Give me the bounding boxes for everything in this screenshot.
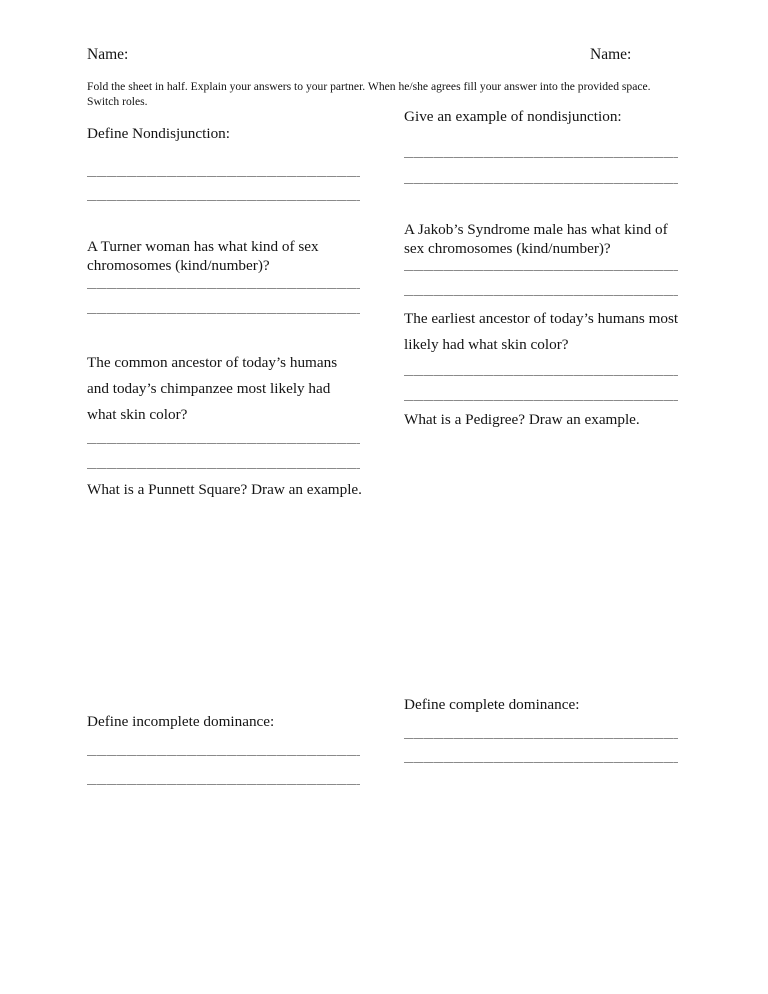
question-punnett-square: What is a Punnett Square? Draw an example. bbox=[87, 481, 362, 498]
question-jakobs-syndrome-chromosomes: A Jakob’s Syndrome male has what kind of sex chromosomes (kind/number)? bbox=[404, 221, 672, 257]
drawing-area-punnett-square[interactable] bbox=[87, 505, 377, 705]
answer-line[interactable] bbox=[404, 762, 678, 763]
question-example-nondisjunction: Give an example of nondisjunction: bbox=[404, 108, 622, 125]
answer-line[interactable] bbox=[87, 200, 360, 201]
drawing-area-pedigree[interactable] bbox=[404, 436, 694, 686]
instructions-paragraph: Fold the sheet in half. Explain your answers to your partner. When he/she agrees fill your answer into the provided space. Switch roles. bbox=[87, 80, 654, 109]
answer-line[interactable] bbox=[87, 313, 360, 314]
answer-line[interactable] bbox=[404, 157, 678, 158]
answer-line[interactable] bbox=[87, 443, 360, 444]
question-define-incomplete-dominance: Define incomplete dominance: bbox=[87, 713, 275, 730]
answer-line[interactable] bbox=[404, 738, 678, 739]
answer-line[interactable] bbox=[87, 288, 360, 289]
name-field-right[interactable]: Name: bbox=[590, 46, 632, 63]
answer-line[interactable] bbox=[87, 784, 360, 785]
question-pedigree: What is a Pedigree? Draw an example. bbox=[404, 411, 640, 428]
question-turner-woman-chromosomes: A Turner woman has what kind of sex chromosomes (kind/number)? bbox=[87, 238, 323, 274]
question-earliest-ancestor-skin-color: The earliest ancestor of today’s humans most likely had what skin color? bbox=[404, 310, 682, 354]
answer-line[interactable] bbox=[404, 400, 678, 401]
answer-line[interactable] bbox=[404, 270, 678, 271]
answer-line[interactable] bbox=[87, 176, 360, 177]
question-define-nondisjunction: Define Nondisjunction: bbox=[87, 125, 230, 142]
name-field-left[interactable]: Name: bbox=[87, 46, 129, 63]
answer-line[interactable] bbox=[87, 755, 360, 756]
answer-line[interactable] bbox=[87, 468, 360, 469]
question-define-complete-dominance: Define complete dominance: bbox=[404, 696, 580, 713]
answer-line[interactable] bbox=[404, 375, 678, 376]
question-common-ancestor-skin-color: The common ancestor of today’s humans and today’s chimpanzee most likely had what skin color? bbox=[87, 354, 341, 424]
answer-line[interactable] bbox=[404, 295, 678, 296]
answer-line[interactable] bbox=[404, 183, 678, 184]
